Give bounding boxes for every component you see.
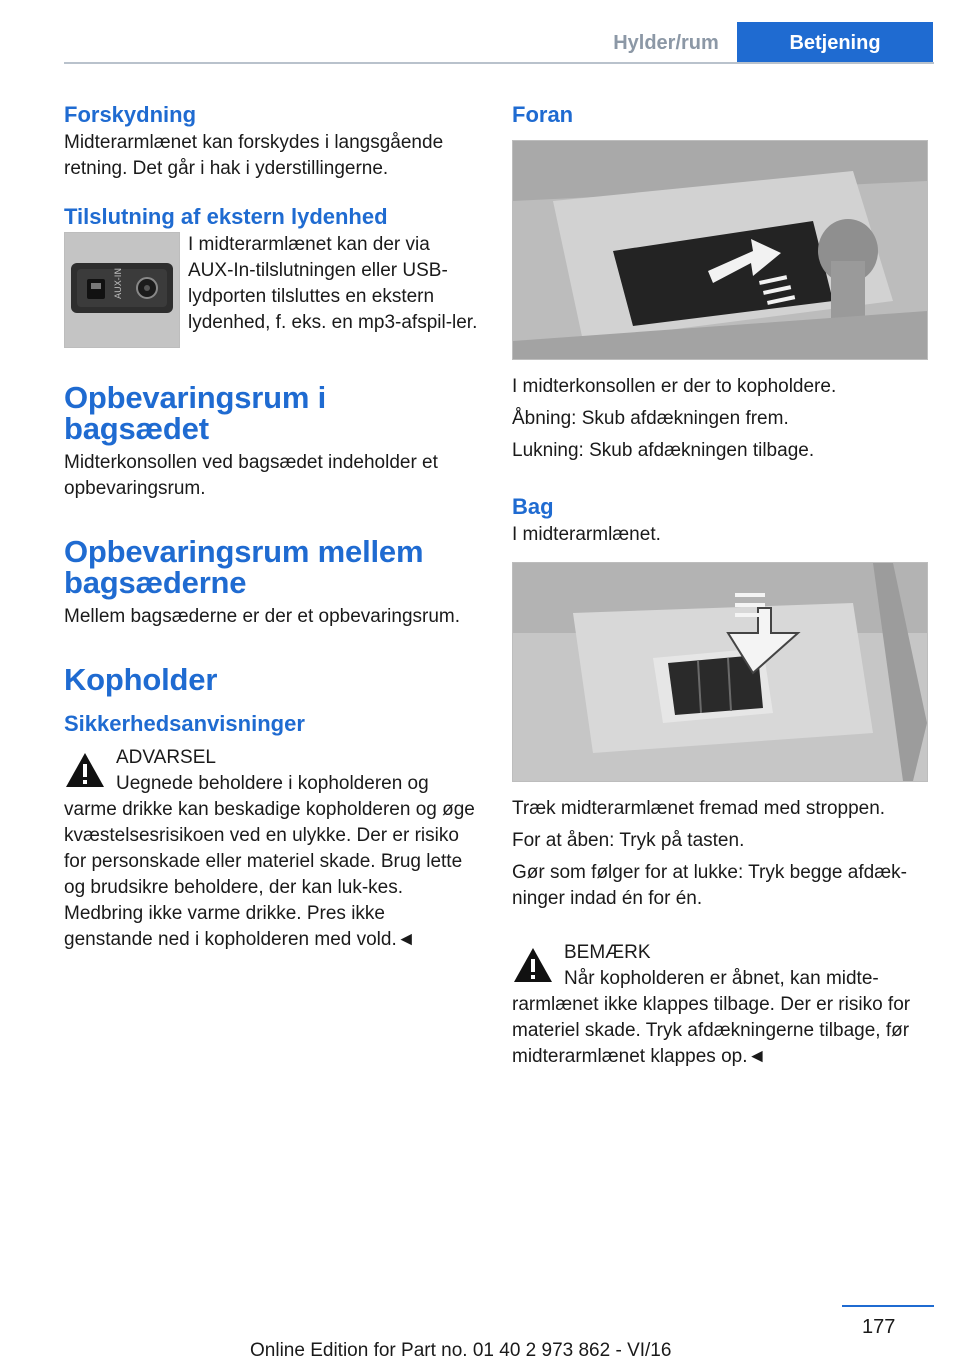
text-front-1: I midterkonsollen er der to kopholdere. [512,376,837,397]
heading-shift: Forskydning [64,102,197,127]
note-text-first-line: Når kopholderen er åbnet, kan midte- [564,968,879,989]
tab-chapter[interactable]: Betjening [737,22,933,62]
text-rear-4: Gør som følger for at lukke: Tryk begge afdæk-ninger indad én for én. [512,862,907,909]
header-rule [64,62,934,64]
svg-text:AUX-IN: AUX-IN [114,267,124,299]
footer-rule [842,1305,934,1307]
note-block [512,940,928,1070]
warning-title: ADVARSEL [116,747,216,768]
left-column [64,100,478,953]
warning-text: varme drikke kan beskadige kopholderen og øge kvæstelsesrisikoen ved en ulykke. Der er risiko for personskade eller materiel skade. Brug lette og brudsikre beholdere, der kan luk-kes. Medbring ikke varme drikke. Pres ikke genstande ned i kopholderen med vold.◄ [64,799,475,950]
warning-block [64,745,478,953]
text-audio: I midterarmlænet kan der via AUX-In-tilslutningen eller USB-lydporten tilsluttes en ekstern lydenhed, f. eks. en mp3-afspil-ler. [188,234,478,333]
edition-text: Online Edition for Part no. 01 40 2 973 862 - VI/16 [250,1340,672,1361]
heading-cup-holder: Kopholder [64,662,218,697]
heading-rear: Bag [512,494,554,519]
heading-safety: Sikkerhedsanvisninger [64,711,305,736]
heading-rear-storage: Opbevaringsrum i bagsædet [64,380,327,446]
right-column [512,100,928,1070]
note-text: rarmlænet ikke klappes tilbage. Der er risiko for materiel skade. Tryk afdækningerne tilbage, før midterarmlænet klappes op.◄ [512,994,911,1067]
text-front-3: Lukning: Skub afdækningen tilbage. [512,440,815,461]
text-shift: Midterarmlænet kan forskydes i langsgående retning. Det går i hak i yderstillingerne. [64,132,444,179]
aux-usb-port-image [64,232,180,348]
heading-between-seats: Opbevaringsrum mellem bagsæderne [64,534,424,600]
front-cup-holder-image [512,140,928,360]
heading-audio: Tilslutning af ekstern lydenhed [64,204,388,229]
rear-cup-holder-image [512,562,928,782]
heading-front: Foran [512,102,574,127]
tab-section[interactable]: Hylder/rum [613,32,719,54]
text-rear-storage: Midterkonsollen ved bagsædet indeholder et opbevaringsrum. [64,452,438,499]
note-title: BEMÆRK [564,942,651,963]
text-rear-3: For at åben: Tryk på tasten. [512,830,745,851]
text-between-seats: Mellem bagsæderne er der et opbevaringsrum. [64,606,461,627]
text-rear-1: I midterarmlænet. [512,524,661,545]
warning-text-first-line: Uegnede beholdere i kopholderen og [116,773,429,794]
text-front-2: Åbning: Skub afdækningen frem. [512,408,789,429]
text-rear-2: Træk midterarmlænet fremad med stroppen. [512,798,886,819]
warning-icon [64,751,106,789]
caution-icon [512,946,554,984]
page-number: 177 [862,1316,896,1338]
audio-block [64,232,478,348]
